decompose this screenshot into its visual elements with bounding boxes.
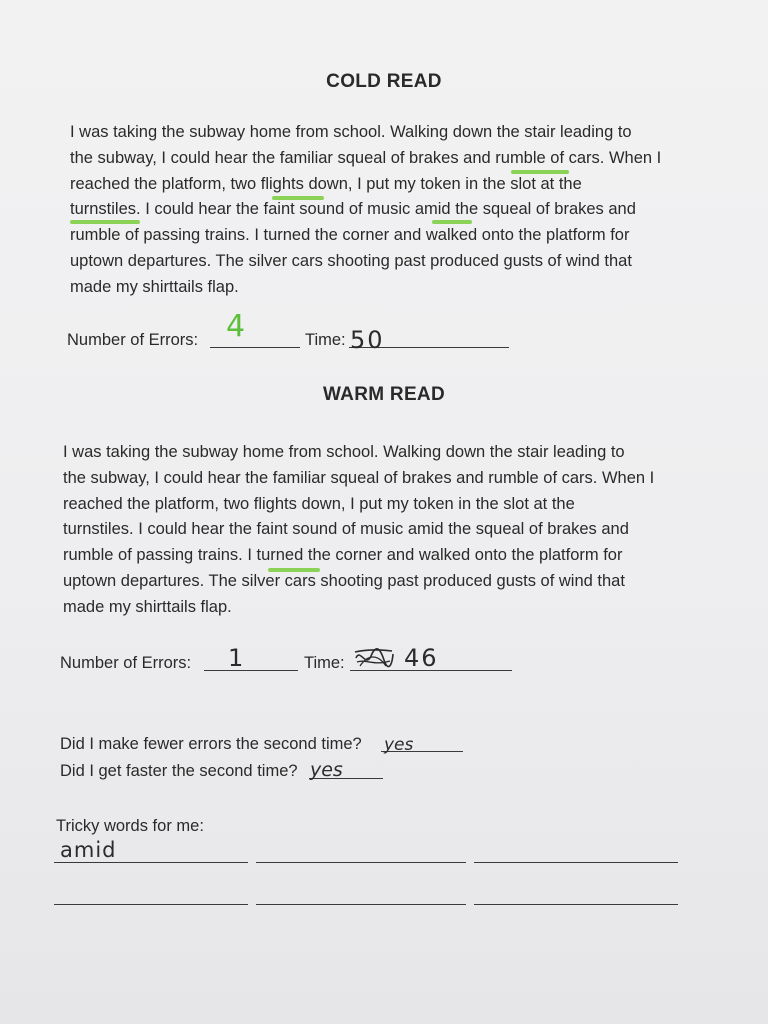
cold-errors-label: Number of Errors: [67, 331, 199, 349]
warm-time-value: 46 [404, 644, 439, 672]
passage-line: the subway, I could hear the familiar squeal of brakes and rumble of cars. When I [70, 148, 662, 167]
highlight-flights [272, 196, 324, 200]
highlight-rumble [511, 170, 569, 174]
passage-line: rumble of passing trains. I turned the corner and walked onto the platform for [63, 546, 623, 565]
highlight-turnstiles [70, 220, 140, 224]
passage-line: the subway, I could hear the familiar squeal of brakes and rumble of cars. When I [63, 468, 655, 487]
warm-errors-label: Number of Errors: [60, 654, 192, 672]
highlight-turned [268, 568, 320, 572]
tricky-word-blank-3[interactable] [474, 862, 678, 863]
passage-line: rumble of passing trains. I turned the corner and walked onto the platform for [70, 226, 630, 245]
tricky-word-blank-2[interactable] [256, 862, 466, 863]
warm-read-title: WARM READ [323, 384, 445, 405]
crossed-out-scribble [352, 646, 396, 670]
passage-line: made my shirttails flap. [63, 597, 232, 616]
passage-line: made my shirttails flap. [70, 277, 239, 296]
passage-line: I was taking the subway home from school. Walking down the stair leading to [70, 123, 632, 141]
tricky-word-blank-6[interactable] [474, 904, 678, 905]
highlight-amid [432, 220, 472, 224]
warm-read-passage [63, 440, 654, 621]
passage-line: reached the platform, two flights down, I put my token in the slot at the [63, 494, 575, 513]
passage-line: turnstiles. I could hear the faint sound of music amid the squeal of brakes and [70, 200, 636, 219]
tricky-word-blank-4[interactable] [54, 904, 248, 905]
cold-time-value: 50 [350, 326, 385, 354]
cold-time-label: Time: [305, 331, 346, 349]
warm-errors-blank[interactable] [204, 670, 298, 671]
fewer-errors-question: Did I make fewer errors the second time? [60, 735, 362, 753]
tricky-word-blank-1[interactable] [54, 862, 248, 863]
passage-line: turnstiles. I could hear the faint sound of music amid the squeal of brakes and [63, 520, 629, 539]
faster-question: Did I get faster the second time? [60, 762, 298, 780]
tricky-words-label: Tricky words for me: [56, 817, 204, 835]
passage-line: uptown departures. The silver cars shooting past produced gusts of wind that [70, 251, 632, 270]
warm-time-label: Time: [304, 654, 345, 672]
passage-line: reached the platform, two flights down, I put my token in the slot at the [70, 174, 582, 193]
cold-read-passage [70, 120, 661, 301]
passage-line: uptown departures. The silver cars shooting past produced gusts of wind that [63, 571, 625, 590]
warm-errors-value: 1 [228, 644, 244, 672]
tricky-word-blank-5[interactable] [256, 904, 466, 905]
cold-errors-value: 4 [226, 309, 246, 344]
faster-answer: yes [310, 759, 343, 781]
fewer-errors-answer: yes [384, 735, 414, 755]
passage-line: I was taking the subway home from school. Walking down the stair leading to [63, 443, 625, 461]
cold-errors-blank[interactable] [210, 347, 300, 348]
cold-read-title: COLD READ [326, 71, 442, 92]
tricky-word-1: amid [60, 838, 117, 862]
